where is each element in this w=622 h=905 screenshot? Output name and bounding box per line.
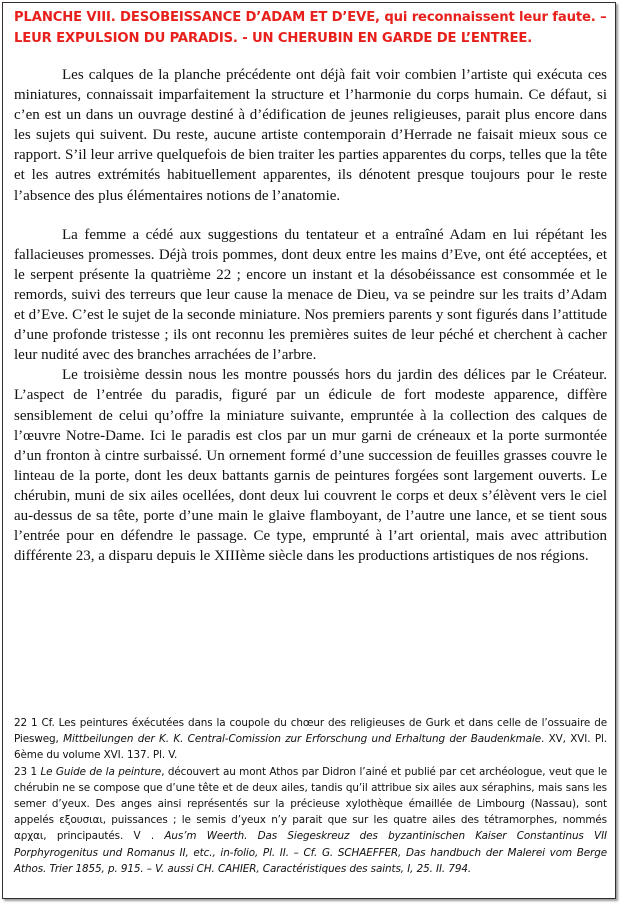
body-text — [14, 65, 607, 566]
paragraph-2: La femme a cédé aux suggestions du tentateur et a entraîné Adam en lui répétant les fallacieuses promesses. Déjà trois pommes, dont deux entre les mains d’Eve, ont été acceptées, et le serpent présente la quatrième 22 ; encore un instant et la désobéissance est consommée et le remords, suivi des terreurs que leur cause la menace de Dieu, va se peindre sur les traits d’Adam et d’Eve. C’est le sujet de la seconde miniature. Nos premiers parents y sont figurés dans l’attitude d’une profonde tristesse ; ils ont reconnu les premières suites de leur péché et cherchent à cacher leur nudité avec des branches arrachées de l’arbre. — [14, 226, 607, 364]
footnote-23-text-a: 23 1 — [14, 765, 41, 778]
plate-title: PLANCHE VIII. DESOBEISSANCE D’ADAM ET D’EVE, qui reconnaissent leur faute. – LEUR EXPULSION DU PARADIS. - UN CHERUBIN EN GARDE DE L’ENTREE. — [14, 10, 607, 46]
paragraph-3: Le troisième dessin nous les montre poussés hors du jardin des délices par le Créateur. L’aspect de l’entrée du paradis, figuré par un édicule de fort modeste apparence, diffère sensiblement de celui qu’offre la miniature suivante, empruntée à la collection des calques de l’œuvre Notre-Dame. Ici le paradis est clos par un mur garni de créneaux et la porte surmontée d’un fronton à cintre surbaissé. Un ornement formé d’une succession de feuilles grasses couvre le linteau de la porte, dont les deux battants garnis de peintures forgées sont largement ouverts. Le chérubin, muni de six ailes ocellées, dont deux lui couvrent le corps et deux s’élèvent vers le ciel au-dessus de sa tête, porte d’une main le glaive flamboyant, de l’autre une lance, et se tient sous l’entrée pour en défendre le passage. Ce type, emprunté à l’art oriental, mais avec attribution différente 23, a disparu depuis le XIIIème siècle dans les productions artistiques de nos régions. — [14, 367, 607, 565]
paragraph-1: Les calques de la planche précédente ont déjà fait voir combien l’artiste qui exécuta ces miniatures, connaissait imparfaitement la structure et l’harmonie du corps humain. Ce défaut, si c’en est un dans un ouvrage destiné à d’édification de jeunes religieuses, parait plus encore dans les sujets qui suivent. Du reste, aucune artiste contemporain d’Herrade ne faisait mieux sous ce rapport. S’il leur arrive quelquefois de bien traiter les parties apparentes du corps, telles que la tête et les autres extrémités habituellement apparentes, ils dénotent presque toujours pour le reste l’absence des plus élémentaires notions de l’anatomie. — [14, 67, 607, 204]
footnote-23 — [14, 764, 607, 877]
footnote-22 — [14, 715, 607, 764]
footnote-23-text-b: , découvert au mont Athos par Didron l’ainé et publié par cet archéologue, veut que le chérubin ne se compose que d’une tête et de deux ailes, tandis qu’il attribue six ailes aux séraphins, mais sans les semer d’yeux. Des anges ainsi représentés sur la précieuse xylothèque émaillée de Limbourg (Nassau), sont appelés εξουσιαι, puissances ; le semis d’yeux n’y parait que sur les quatre ailes des tétramorphes, nommés αρχαι, principautés. V . — [14, 765, 607, 843]
footnote-23-italic-b: Aus’m Weerth. Das Siegeskreuz des byzantinischen Kaiser Constantinus VII Porphyrogenitus und Romanus II, etc., in-folio, Pl. II. – Cf. G. SCHAEFFER, Das handbuch der Malerei vom Berge Athos. Trier 1855, p. 915. – V. aussi CH. CAHIER, Caractéristiques des saints, I, 25. II. 794. — [14, 830, 607, 875]
footnote-22-text-b: . XV, XVI. Pl. 6ème du volume XVI. 137. Pl. V. — [14, 733, 607, 762]
footnote-22-text-a: 22 1 Cf. Les peintures éxécutées dans la coupole du chœur des religieuses de Gurk et dans celle de l’ossuaire de Piesweg, — [14, 717, 607, 746]
document-page — [2, 2, 616, 899]
footnote-22-italic-a: Mittbeilungen der K. K. Central-Comission zur Erforschung und Erhaltung der Baudenkmale — [63, 733, 542, 746]
footnote-23-italic-a: Le Guide de la peinture — [40, 765, 162, 778]
main-content — [14, 7, 607, 566]
footnotes — [14, 715, 607, 877]
